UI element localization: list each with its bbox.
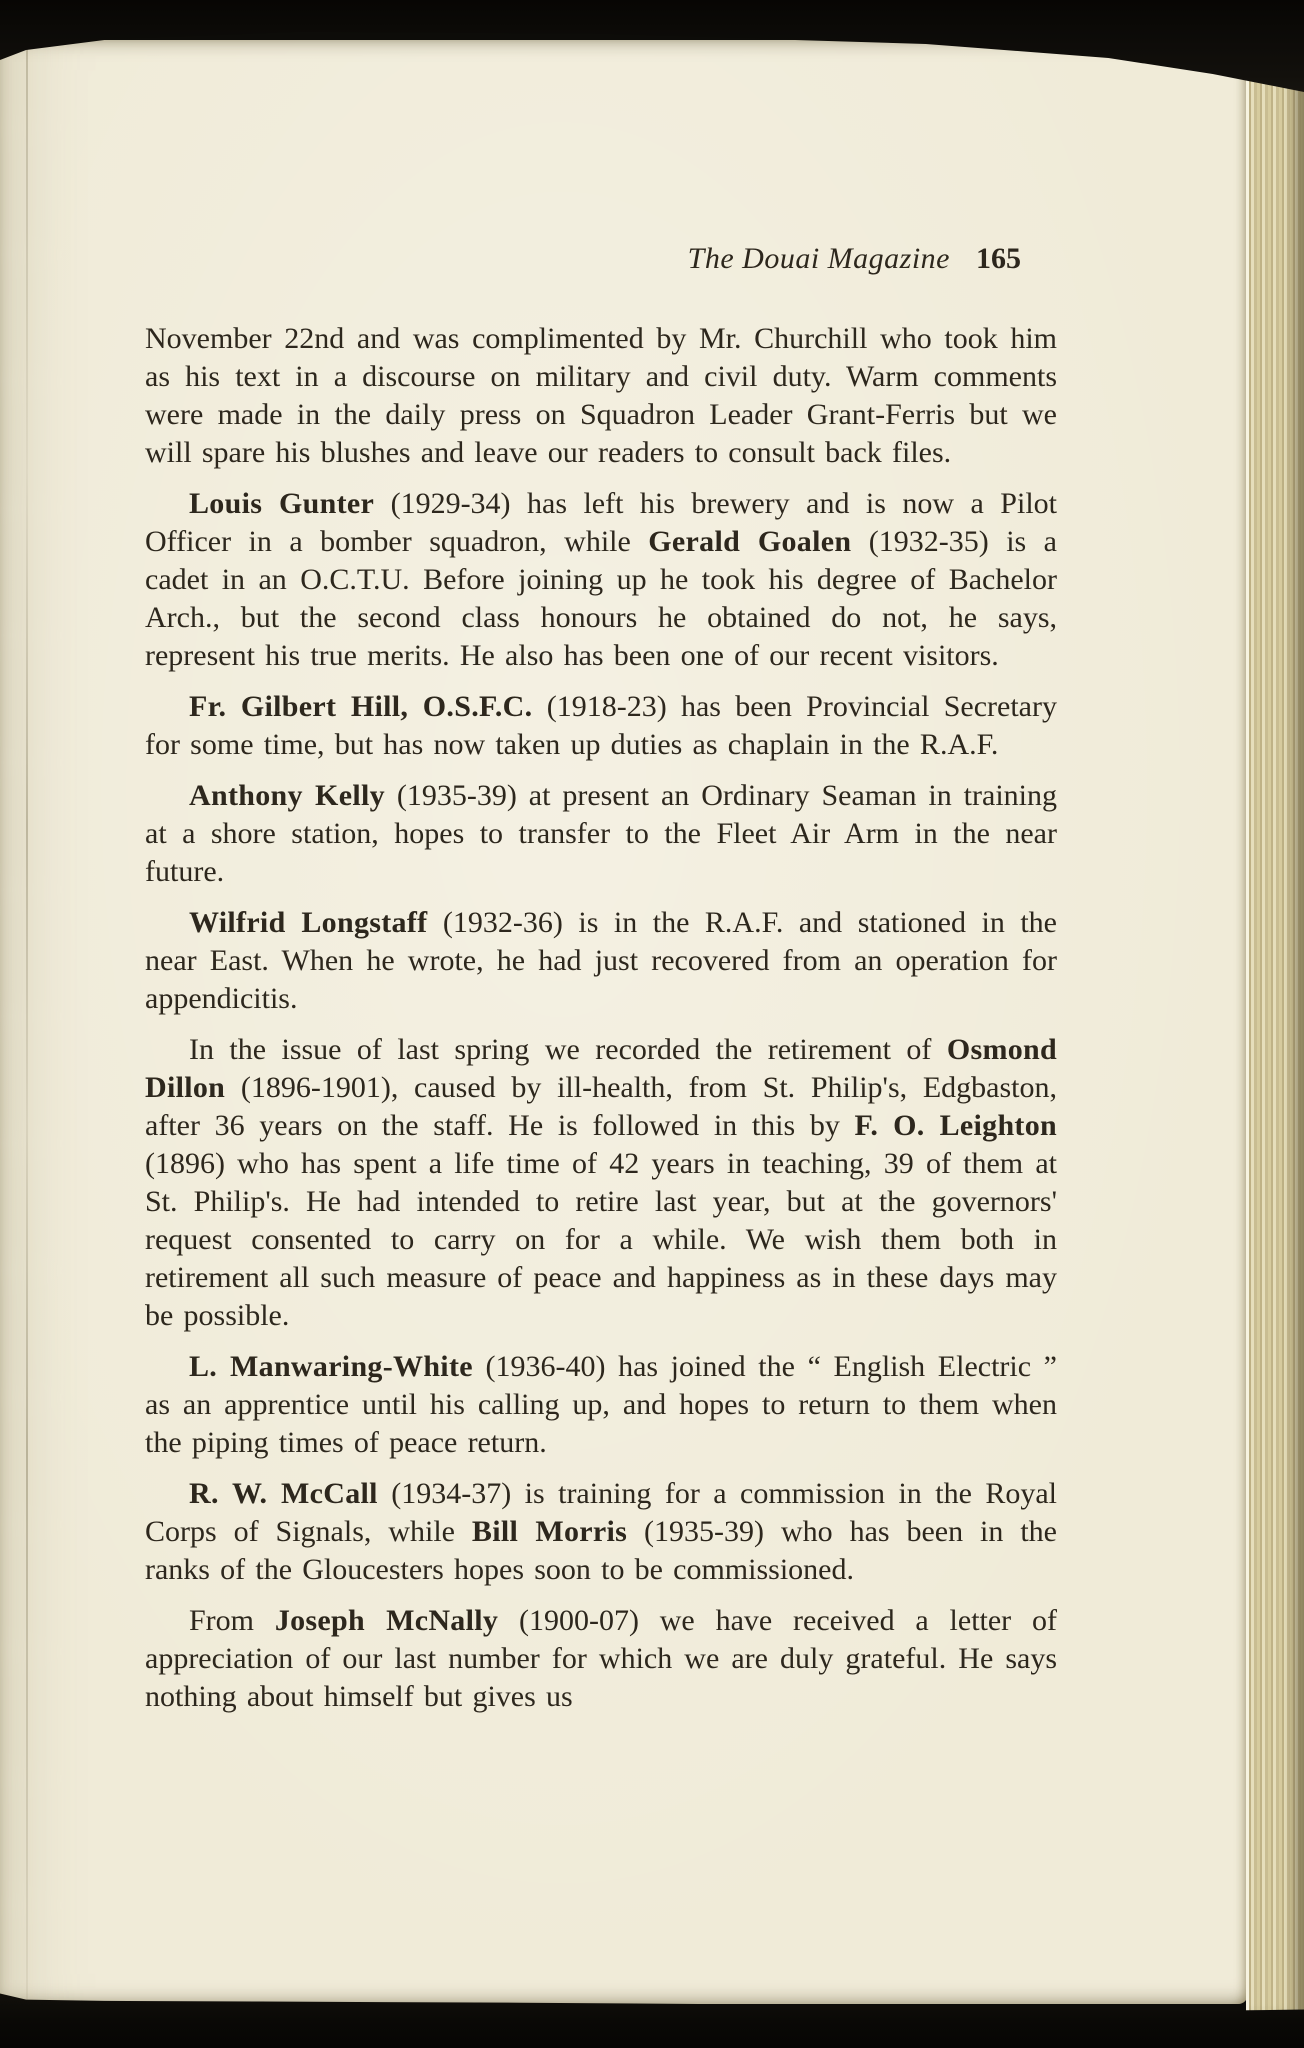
person-name: Gerald Goalen: [648, 525, 852, 558]
paragraph: [145, 1348, 1057, 1462]
text-run: (1900-07) we have received a letter of appreciation of our last number for which we are duly grateful. He says nothing about himself but gives us: [145, 1604, 1057, 1713]
paragraph: [145, 1475, 1057, 1589]
person-name: Wilfrid Longstaff: [189, 906, 428, 939]
person-name: Osmond Dillon: [145, 1033, 1057, 1104]
text-run: In the issue of last spring we recorded the retirement of: [189, 1033, 947, 1066]
journal-title: The Douai Magazine: [687, 242, 950, 275]
paragraph: [145, 1031, 1057, 1335]
running-header: [145, 240, 1057, 278]
text-run: (1918-23) has been Provincial Secretary for some time, but has now taken up duties as chaplain in the R.A.F.: [145, 690, 1057, 761]
text-run: (1896) who has spent a life time of 42 years in teaching, 39 of them at St. Philip's. He had intended to retire last year, but at the governors' request consented to carry on for a while. We wish them both in retirement all such measure of peace and happiness as in these days may be possible.: [145, 1147, 1057, 1332]
paragraph: [145, 777, 1057, 891]
article-paragraphs: [145, 320, 1057, 1716]
paragraph: [145, 904, 1057, 1018]
person-name: R. W. McCall: [189, 1477, 378, 1510]
gutter-crease: [26, 40, 28, 2004]
text-run: (1929-34) has left his brewery and is now a Pilot Officer in a bomber squadron, while: [145, 487, 1057, 558]
page-text-block: [145, 240, 1057, 1729]
text-run: (1932-35) is a cadet in an O.C.T.U. Before joining up he took his degree of Bachelor Arch., but the second class honours he obtained do not, he says, represent his true merits. He also has been one of our recent visitors.: [145, 525, 1058, 672]
paragraph: [145, 485, 1057, 675]
text-run: From: [189, 1604, 275, 1637]
text-run: (1936-40) has joined the “ English Electric ” as an apprentice until his calling up, and hopes to return to them when the piping times of peace return.: [145, 1350, 1057, 1459]
text-run: (1896-1901), caused by ill-health, from St. Philip's, Edgbaston, after 36 years on the staff. He is followed in this by: [145, 1071, 1057, 1142]
page-number: 165: [976, 242, 1021, 275]
person-name: L. Manwaring-White: [189, 1350, 473, 1383]
text-run: (1935-39) who has been in the ranks of the Gloucesters hopes soon to be commissioned.: [145, 1515, 1057, 1586]
text-run: (1935-39) at present an Ordinary Seaman in training at a shore station, hopes to transfer to the Fleet Air Arm in the near future.: [145, 779, 1057, 888]
paragraph: [145, 688, 1057, 764]
person-name: Anthony Kelly: [189, 779, 385, 812]
text-run: November 22nd and was complimented by Mr. Churchill who took him as his text in a discourse on military and civil duty. Warm comments were made in the daily press on Squadron Leader Grant-Ferris but we will spare his blushes and leave our readers to consult back files.: [145, 322, 1057, 469]
text-run: (1934-37) is training for a commission in the Royal Corps of Signals, while: [145, 1477, 1057, 1548]
person-name: F. O. Leighton: [854, 1109, 1057, 1142]
text-run: (1932-36) is in the R.A.F. and stationed in the near East. When he wrote, he had just recovered from an operation for appendicitis.: [145, 906, 1057, 1015]
person-name: Fr. Gilbert Hill, O.S.F.C.: [189, 690, 533, 723]
person-name: Joseph McNally: [274, 1604, 499, 1637]
person-name: Bill Morris: [471, 1515, 628, 1548]
person-name: Louis Gunter: [189, 487, 375, 520]
page-fore-edge: [1246, 60, 1304, 2012]
magazine-page: [0, 40, 1248, 2004]
paragraph: [145, 1602, 1057, 1716]
paragraph: [145, 320, 1057, 472]
